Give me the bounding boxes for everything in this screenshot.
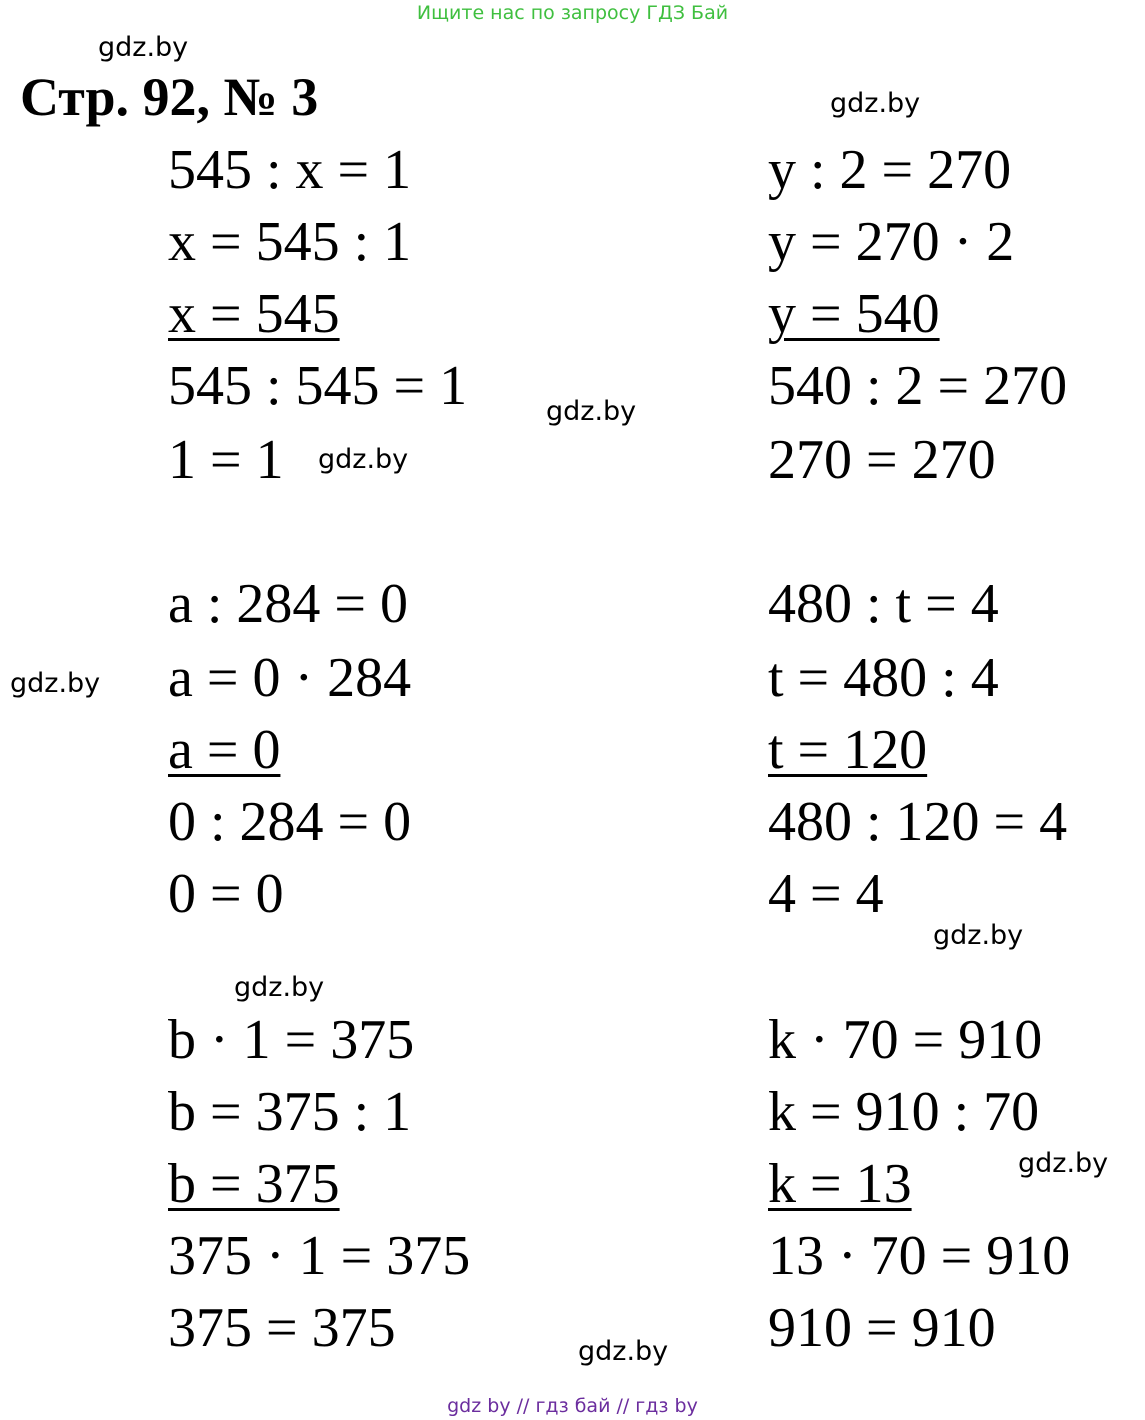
watermark: gdz.by	[1018, 1148, 1109, 1179]
check-line: 0 : 284 = 0	[168, 791, 412, 853]
equation-line: 545 : x = 1	[168, 139, 412, 201]
check-result-line: 1 = 1	[168, 429, 284, 491]
check-line: 540 : 2 = 270	[768, 355, 1068, 417]
check-line: 13 · 70 = 910	[768, 1225, 1071, 1287]
watermark: gdz.by	[98, 32, 189, 63]
equation-line: y : 2 = 270	[768, 139, 1012, 201]
equation-line: k · 70 = 910	[768, 1009, 1043, 1071]
check-line: 545 : 545 = 1	[168, 355, 468, 417]
watermark: gdz.by	[933, 920, 1024, 951]
answer-line: k = 13	[768, 1153, 912, 1215]
equation-line: a : 284 = 0	[168, 573, 408, 635]
check-result-line: 0 = 0	[168, 863, 284, 925]
equation-line: b = 375 : 1	[168, 1081, 412, 1143]
watermark: gdz.by	[10, 668, 101, 699]
check-line: 480 : 120 = 4	[768, 791, 1068, 853]
watermark: gdz.by	[546, 396, 637, 427]
check-result-line: 910 = 910	[768, 1297, 996, 1359]
equation-line: x = 545 : 1	[168, 211, 412, 273]
answer-line: y = 540	[768, 283, 940, 345]
answer-line: a = 0	[168, 719, 281, 781]
footer-links[interactable]: gdz by // гдз бай // гдз by	[447, 1395, 698, 1417]
watermark: gdz.by	[234, 972, 325, 1003]
check-line: 375 · 1 = 375	[168, 1225, 471, 1287]
answer-line: b = 375	[168, 1153, 340, 1215]
equation-line: a = 0 · 284	[168, 647, 412, 709]
watermark: gdz.by	[830, 88, 921, 119]
watermark: gdz.by	[578, 1336, 669, 1367]
top-banner: Ищите нас по запросу ГДЗ Бай	[416, 2, 729, 24]
answer-line: x = 545	[168, 283, 340, 345]
equation-line: t = 480 : 4	[768, 647, 999, 709]
equation-line: b · 1 = 375	[168, 1009, 415, 1071]
watermark: gdz.by	[318, 444, 409, 475]
check-result-line: 4 = 4	[768, 863, 884, 925]
answer-line: t = 120	[768, 719, 928, 781]
equation-line: k = 910 : 70	[768, 1081, 1040, 1143]
check-result-line: 375 = 375	[168, 1297, 396, 1359]
equation-line: y = 270 · 2	[768, 211, 1015, 273]
check-result-line: 270 = 270	[768, 429, 996, 491]
equation-line: 480 : t = 4	[768, 573, 999, 635]
page-title: Стр. 92, № 3	[20, 67, 319, 127]
